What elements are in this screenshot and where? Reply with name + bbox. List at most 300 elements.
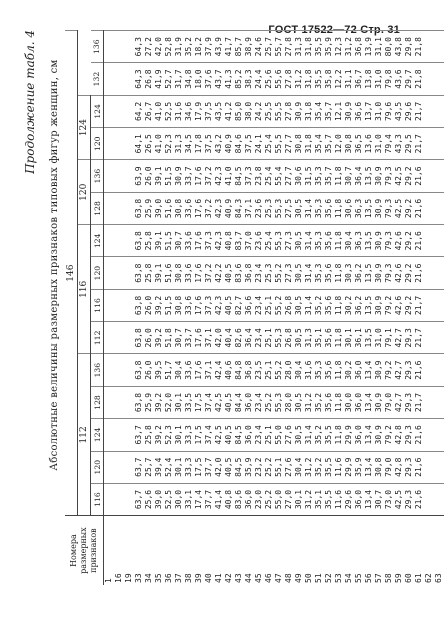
table-cell: 55,3 <box>274 198 283 219</box>
table-cell: 55,5 <box>274 134 283 154</box>
table-cell: 37,5 <box>244 134 253 154</box>
table-cell: 29,2 <box>404 263 413 283</box>
table-cell: 23,4 <box>254 263 263 283</box>
table-cell: 30,9 <box>374 263 383 283</box>
table-cell: 84,5 <box>234 457 243 477</box>
table-cell: 35,3 <box>314 360 323 380</box>
table-cell: 35,6 <box>324 198 333 219</box>
table-cell: 29,9 <box>344 457 353 477</box>
table-cell: 39,1 <box>154 263 163 283</box>
table-cell: 33,6 <box>184 263 193 283</box>
table-cell: 13,4 <box>364 392 373 413</box>
table-cell: 79,3 <box>384 231 393 251</box>
table-cell: 30,9 <box>374 198 383 219</box>
table-cell: 36,0 <box>354 489 363 510</box>
table-cell: 11,8 <box>334 360 343 380</box>
table-cell: 42,3 <box>214 166 223 186</box>
table-cell: 31,0 <box>374 134 383 154</box>
table-cell: 55,3 <box>274 392 283 413</box>
table-cell: 64,3 <box>134 69 143 89</box>
table-cell <box>424 452 434 483</box>
table-cell: 25,6 <box>144 489 153 510</box>
table-cell: 84,3 <box>234 198 243 219</box>
table-cell: 43,3 <box>394 134 403 154</box>
table-cell <box>424 31 434 62</box>
table-cell: 29,3 <box>404 425 413 445</box>
table-cell <box>434 387 444 418</box>
table-cell: 23,6 <box>254 231 263 251</box>
table-cell: 30,5 <box>294 328 303 348</box>
table-cell: 55,0 <box>274 489 283 510</box>
table-cell: 11,8 <box>334 198 343 219</box>
table-cell: 30,8 <box>174 295 183 316</box>
value-column <box>134 419 444 451</box>
row-label: 43 <box>234 573 243 583</box>
table-cell: 35,6 <box>324 263 333 283</box>
table-cell: 30,1 <box>174 457 183 477</box>
table-cell <box>434 193 444 224</box>
table-cell: 31,2 <box>304 457 313 477</box>
table-cell: 31,2 <box>344 37 353 57</box>
table-cell: 30,9 <box>174 166 183 186</box>
table-cell: 31,0 <box>374 328 383 348</box>
table-cell: 17,6 <box>194 328 203 348</box>
table-cell: 31,3 <box>294 37 303 57</box>
table-cell: 25,9 <box>144 198 153 219</box>
table-cell: 27,8 <box>284 37 293 57</box>
table-cell: 63,7 <box>134 489 143 510</box>
table-cell: 42,5 <box>394 166 403 186</box>
table-cell: 42,8 <box>394 425 403 445</box>
table-cell: 35,1 <box>314 489 323 510</box>
table-cell: 79,0 <box>384 457 393 477</box>
row-label: 60 <box>404 573 413 583</box>
table-cell: 30,5 <box>294 198 303 219</box>
table-cell: 40,5 <box>224 457 233 477</box>
table-cell: 17,6 <box>194 166 203 186</box>
table-cell: 80,0 <box>384 37 393 57</box>
table-cell: 25,3 <box>264 263 273 283</box>
table-cell: 40,9 <box>224 198 233 219</box>
table-cell: 52,0 <box>164 392 173 413</box>
table-cell: 52,8 <box>164 37 173 57</box>
table-cell: 84,6 <box>234 134 243 154</box>
table-cell: 37,7 <box>204 457 213 477</box>
hip-header: 116 <box>91 483 104 515</box>
table-cell: 25,6 <box>264 69 273 89</box>
table-cell: 31,0 <box>374 69 383 89</box>
page-header: ГОСТ 17522—72 Стр. 31 <box>268 24 400 36</box>
row-label: 45 <box>254 573 263 583</box>
row-label: 51 <box>314 573 323 583</box>
feature-id: 19 <box>124 573 133 583</box>
table-cell: 35,4 <box>314 134 323 154</box>
table-cell: 25,4 <box>264 231 273 251</box>
table-cell: 37,3 <box>244 166 253 186</box>
table-cell: 37,3 <box>204 295 213 316</box>
table-cell: 55,4 <box>274 166 283 186</box>
table-cell: 36,6 <box>244 295 253 316</box>
table-cell: 29,8 <box>404 37 413 57</box>
table-cell: 17,6 <box>194 231 203 251</box>
table-cell: 25,7 <box>144 457 153 477</box>
table-cell: 25,2 <box>264 392 273 413</box>
hip-header: 136 <box>91 31 104 63</box>
table-cell: 30,4 <box>294 457 303 477</box>
table-cell: 39,2 <box>154 392 163 413</box>
table-cell: 51,6 <box>164 263 173 283</box>
value-column <box>134 354 444 386</box>
table-cell: 35,5 <box>324 489 333 510</box>
table-cell: 36,0 <box>244 425 253 445</box>
table-cell: 30,9 <box>374 360 383 380</box>
table-cell: 26,8 <box>144 69 153 89</box>
table-cell: 25,1 <box>264 360 273 380</box>
table-cell: 13,5 <box>364 231 373 251</box>
table-cell: 31,1 <box>344 69 353 89</box>
table-cell: 30,5 <box>294 425 303 445</box>
table-cell: 13,6 <box>364 134 373 154</box>
value-column <box>134 95 444 127</box>
table-cell <box>434 96 444 127</box>
table-cell: 52,7 <box>164 69 173 89</box>
table-cell: 18,0 <box>194 69 203 89</box>
table-cell: 83,7 <box>234 231 243 251</box>
table-cell: 30,1 <box>174 392 183 413</box>
table-cell: 33,7 <box>184 166 193 186</box>
table-cell: 23,2 <box>254 457 263 477</box>
group-header: 112 <box>78 354 91 516</box>
hip-header: 124 <box>91 225 104 257</box>
table-cell: 25,9 <box>144 392 153 413</box>
table-cell: 29,3 <box>404 489 413 510</box>
table-cell: 29,6 <box>344 489 353 510</box>
table-cell: 31,4 <box>304 425 313 445</box>
table-cell <box>424 225 434 256</box>
table-cell: 42,6 <box>394 231 403 251</box>
table-cell: 73,0 <box>384 489 393 510</box>
table-cell: 13,5 <box>364 263 373 283</box>
table-cell: 83,6 <box>234 263 243 283</box>
table-cell: 55,3 <box>274 328 283 348</box>
row-label: 39 <box>194 573 203 583</box>
table-cell: 40,5 <box>224 263 233 283</box>
value-column <box>134 31 444 63</box>
continuation-title: Продолжение табл. 4 <box>23 30 37 174</box>
table-cell: 11,8 <box>334 295 343 316</box>
table-cell: 33,6 <box>184 231 193 251</box>
row-label: 50 <box>304 573 313 583</box>
table-cell: 26,0 <box>144 295 153 316</box>
table-cell: 31,8 <box>304 101 313 122</box>
table-cell: 31,4 <box>304 198 313 219</box>
table-cell: 23,6 <box>254 198 263 219</box>
table-cell: 13,9 <box>364 37 373 57</box>
table-cell: 11,8 <box>334 166 343 186</box>
table-cell: 25,1 <box>264 295 273 316</box>
table-cell: 28,0 <box>284 392 293 413</box>
table-cell: 27,8 <box>284 69 293 89</box>
table-cell: 43,7 <box>214 69 223 89</box>
table-cell: 11,6 <box>334 489 343 510</box>
row-label: 55 <box>354 573 363 583</box>
table-cell: 37,5 <box>204 134 213 154</box>
table-cell <box>424 257 434 288</box>
table-cell: 31,3 <box>304 328 313 348</box>
table-cell: 17,6 <box>194 295 203 316</box>
table-cell: 39,2 <box>154 425 163 445</box>
table-cell: 30,5 <box>294 295 303 316</box>
table-cell: 43,5 <box>214 101 223 122</box>
table-cell: 27,0 <box>284 489 293 510</box>
row-label: 62 <box>424 573 433 583</box>
table-cell: 33,1 <box>184 489 193 510</box>
table-cell: 35,2 <box>184 37 193 57</box>
table-cell: 42,8 <box>394 457 403 477</box>
table-cell: 63,8 <box>134 231 143 251</box>
table-cell: 29,9 <box>344 425 353 445</box>
table-cell: 43,6 <box>394 69 403 89</box>
table-cell: 13,4 <box>364 360 373 380</box>
table-cell: 33,7 <box>184 328 193 348</box>
table-cell <box>434 354 444 385</box>
table-cell: 29,5 <box>404 134 413 154</box>
table-cell: 21,6 <box>414 198 423 219</box>
table-cell: 37,1 <box>204 328 213 348</box>
table-cell <box>434 452 444 483</box>
table-cell: 52,5 <box>164 489 173 510</box>
table-cell: 37,2 <box>204 198 213 219</box>
table-cell: 35,2 <box>314 425 323 445</box>
table-cell: 35,5 <box>314 69 323 89</box>
table-cell: 30,7 <box>174 231 183 251</box>
table-cell: 42,7 <box>394 360 403 380</box>
table-title: Абсолютные величины размерных признаков типовых фигур женщин, см <box>49 59 60 471</box>
hip-header: 128 <box>91 192 104 224</box>
table-cell: 35,4 <box>314 101 323 122</box>
table-cell: 42,6 <box>394 295 403 316</box>
table-cell <box>424 354 434 385</box>
table-cell: 30,4 <box>344 231 353 251</box>
table-cell: 17,6 <box>194 360 203 380</box>
table-cell <box>434 31 444 62</box>
table-cell: 25,2 <box>264 457 273 477</box>
table-cell: 35,7 <box>324 101 333 122</box>
table-cell: 29,7 <box>404 69 413 89</box>
table-cell <box>424 290 434 321</box>
table-cell: 24,1 <box>254 134 263 154</box>
table-cell: 39,2 <box>154 328 163 348</box>
table-cell: 23,8 <box>254 166 263 186</box>
table-cell: 31,1 <box>374 37 383 57</box>
table-cell: 17,6 <box>194 263 203 283</box>
table-cell: 82,6 <box>234 328 243 348</box>
table-cell: 21,7 <box>414 101 423 122</box>
row-label: 38 <box>184 573 193 583</box>
table-cell: 40,8 <box>224 231 233 251</box>
table-cell: 13,5 <box>364 295 373 316</box>
table-cell: 35,9 <box>324 37 333 57</box>
row-label: 34 <box>144 573 153 583</box>
table-cell <box>424 387 434 418</box>
table-cell: 30,8 <box>344 134 353 154</box>
table-cell: 30,9 <box>374 295 383 316</box>
table-cell: 63,8 <box>134 263 143 283</box>
table-cell: 42,6 <box>394 263 403 283</box>
table-cell: 17,5 <box>194 425 203 445</box>
table-cell: 39,0 <box>154 198 163 219</box>
table-cell: 84,8 <box>234 360 243 380</box>
table-cell: 30,7 <box>374 489 383 510</box>
table-cell: 42,3 <box>214 295 223 316</box>
feature-id: 16 <box>114 573 123 583</box>
table-cell: 37,6 <box>204 69 213 89</box>
row-label: 42 <box>224 573 233 583</box>
table-cell: 37,2 <box>204 263 213 283</box>
table-cell: 35,6 <box>324 328 333 348</box>
table-cell <box>434 322 444 353</box>
table-cell: 40,4 <box>224 328 233 348</box>
table-cell: 63,7 <box>134 457 143 477</box>
table-cell <box>434 484 444 515</box>
table-cell: 35,9 <box>244 457 253 477</box>
row-label: 54 <box>344 573 353 583</box>
table-cell: 37,1 <box>204 360 213 380</box>
table-cell: 36,8 <box>244 263 253 283</box>
row-label: 47 <box>274 573 283 583</box>
table-cell: 41,0 <box>224 166 233 186</box>
table-cell: 31,9 <box>174 37 183 57</box>
table-cell: 35,3 <box>314 231 323 251</box>
table-cell: 35,6 <box>324 360 333 380</box>
table-cell: 79,0 <box>384 392 393 413</box>
table-cell: 27,8 <box>284 101 293 122</box>
table-cell: 17,8 <box>194 134 203 154</box>
table-cell <box>424 322 434 353</box>
table-cell: 31,4 <box>304 295 313 316</box>
row-label: 46 <box>264 573 273 583</box>
table-cell: 25,7 <box>264 37 273 57</box>
table-cell: 35,3 <box>314 263 323 283</box>
table-cell: 42,3 <box>214 198 223 219</box>
table-cell: 30,1 <box>174 425 183 445</box>
features-header: Номера размерных признаков <box>65 516 104 585</box>
hip-header: 136 <box>91 160 104 192</box>
table-cell: 55,6 <box>274 69 283 89</box>
table-cell: 36,2 <box>354 295 363 316</box>
table-cell: 41,4 <box>214 489 223 510</box>
table-cell: 37,1 <box>244 198 253 219</box>
table-cell: 31,8 <box>304 37 313 57</box>
table-cell: 37,0 <box>244 231 253 251</box>
table-cell: 30,5 <box>294 392 303 413</box>
row-label: 53 <box>334 573 343 583</box>
table-cell: 30,2 <box>344 295 353 316</box>
row-label: 37 <box>174 573 183 583</box>
table-cell: 29,2 <box>404 166 413 186</box>
table-cell: 11,8 <box>334 328 343 348</box>
table-cell: 35,6 <box>324 392 333 413</box>
hip-header: 120 <box>91 257 104 289</box>
table-cell: 23,4 <box>254 392 263 413</box>
table-cell: 42,5 <box>394 198 403 219</box>
value-column <box>134 289 444 321</box>
table-cell: 41,0 <box>154 134 163 154</box>
table-cell: 37,7 <box>204 489 213 510</box>
table-cell: 25,8 <box>144 263 153 283</box>
table-cell: 12,3 <box>334 37 343 57</box>
table-cell: 30,1 <box>344 328 353 348</box>
table-cell: 17,5 <box>194 392 203 413</box>
table-cell: 21,6 <box>414 231 423 251</box>
table-cell <box>434 290 444 321</box>
table-cell: 26,7 <box>144 101 153 122</box>
table-cell: 25,3 <box>264 198 273 219</box>
table-cell: 51,5 <box>164 166 173 186</box>
table-cell: 25,2 <box>264 489 273 510</box>
table-cell <box>434 225 444 256</box>
table-cell: 17,5 <box>194 457 203 477</box>
table-cell: 42,0 <box>154 37 163 57</box>
table-cell: 79,2 <box>384 425 393 445</box>
table-cell: 12,2 <box>334 69 343 89</box>
table-cell: 27,6 <box>284 425 293 445</box>
table-cell: 38,3 <box>244 69 253 89</box>
table-cell: 21,8 <box>414 37 423 57</box>
table-cell: 63,8 <box>134 295 143 316</box>
table-cell: 30,4 <box>294 360 303 380</box>
table-cell: 30,8 <box>174 263 183 283</box>
table-cell: 79,8 <box>384 69 393 89</box>
row-label: 63 <box>434 573 443 583</box>
table-cell: 17,6 <box>194 198 203 219</box>
table-cell: 35,5 <box>314 37 323 57</box>
table-cell: 36,8 <box>354 37 363 57</box>
table-cell: 31,8 <box>304 69 313 89</box>
table-cell: 36,3 <box>354 198 363 219</box>
table-cell: 85,7 <box>234 37 243 57</box>
table-cell: 31,7 <box>174 69 183 89</box>
row-label: 40 <box>204 573 213 583</box>
table-cell: 29,3 <box>404 392 413 413</box>
table-cell: 12,1 <box>334 101 343 122</box>
table-cell: 30,7 <box>344 166 353 186</box>
table-cell: 40,8 <box>224 489 233 510</box>
table-cell: 29,2 <box>404 231 413 251</box>
group-header: 124 <box>78 95 91 160</box>
table-cell: 30,9 <box>294 101 303 122</box>
table-cell: 82,7 <box>234 295 243 316</box>
table-cell: 26,8 <box>284 328 293 348</box>
table-cell: 35,7 <box>324 134 333 154</box>
table-cell: 30,9 <box>374 231 383 251</box>
table-cell: 55,5 <box>274 101 283 122</box>
table-cell: 31,4 <box>304 263 313 283</box>
table-cell: 27,7 <box>284 166 293 186</box>
row-label: 52 <box>324 573 333 583</box>
table-cell: 64,2 <box>134 101 143 122</box>
table-cell: 40,5 <box>224 295 233 316</box>
table-cell: 83,6 <box>234 489 243 510</box>
table-cell: 42,3 <box>214 231 223 251</box>
row-label: 57 <box>374 573 383 583</box>
table-cell: 29,3 <box>404 457 413 477</box>
table-cell: 51,5 <box>164 231 173 251</box>
table-cell: 51,7 <box>164 360 173 380</box>
row-label: 59 <box>394 573 403 583</box>
row-label: 48 <box>284 573 293 583</box>
table-cell: 30,5 <box>294 263 303 283</box>
